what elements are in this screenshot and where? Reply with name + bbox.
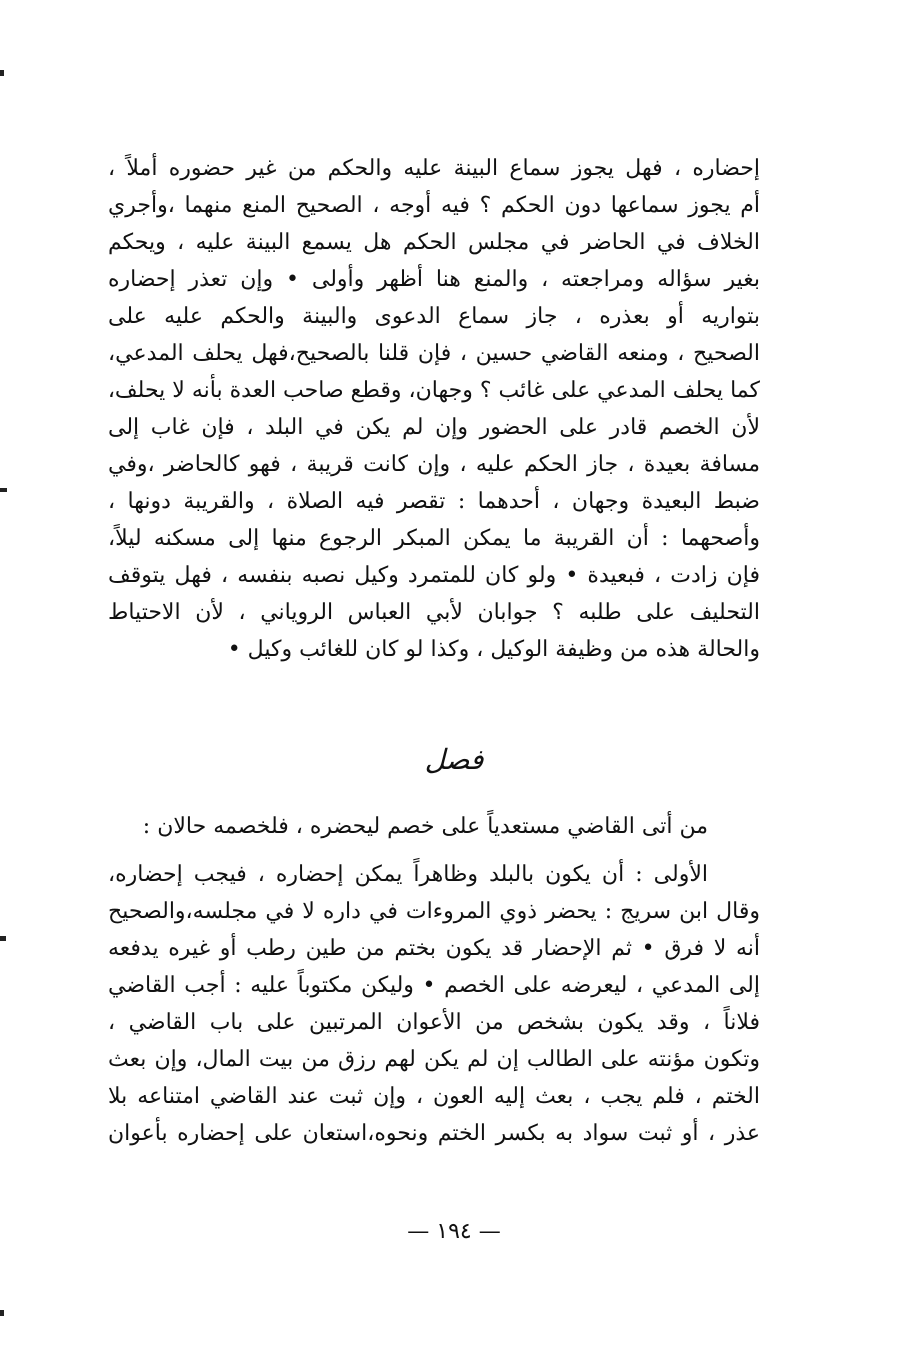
text-line: وتكون مؤنته على الطالب إن لم يكن لهم رزق من بيت المال، وإن بعث bbox=[108, 1047, 760, 1072]
scan-mark bbox=[0, 70, 4, 76]
text-line: فإن زادت ، فبعيدة • ولو كان للمتمرد وكيل نصبه بنفسه ، فهل يتوقف bbox=[108, 563, 760, 588]
text-line: إلى المدعي ، ليعرضه على الخصم • وليكن مكتوباً عليه : أجب القاضي bbox=[108, 973, 760, 998]
paragraph-3 bbox=[108, 856, 760, 1152]
text-line: الصحيح ، ومنعه القاضي حسين ، فإن قلنا بالصحيح،فهل يحلف المدعي، bbox=[108, 341, 760, 366]
text-line: التحليف على طلبه ؟ جوابان لأبي العباس الروياني ، لأن الاحتياط bbox=[108, 600, 760, 625]
page-number: — ١٩٤ — bbox=[407, 1219, 501, 1244]
text-line: عذر ، أو ثبت سواد به بكسر الختم ونحوه،استعان على إحضاره بأعوان bbox=[108, 1121, 760, 1146]
text-line: كما يحلف المدعي على غائب ؟ وجهان، وقطع صاحب العدة بأنه لا يحلف، bbox=[108, 378, 760, 403]
scan-mark bbox=[0, 1310, 4, 1316]
scan-mark bbox=[0, 488, 7, 492]
text-line: أنه لا فرق • ثم الإحضار قد يكون بختم من طين رطب أو غيره يدفعه bbox=[108, 936, 760, 961]
text-line: أم يجوز سماعها دون الحكم ؟ فيه أوجه ، الصحيح المنع منهما ،وأجري bbox=[108, 193, 760, 218]
paragraph-1 bbox=[108, 150, 760, 668]
text-line: فلاناً ، وقد يكون بشخص من الأعوان المرتبين على باب القاضي ، bbox=[108, 1010, 760, 1035]
text-line: إحضاره ، فهل يجوز سماع البينة عليه والحكم من غير حضوره أملاً ، bbox=[108, 156, 760, 181]
text-line: وأصحهما : أن القريبة ما يمكن المبكر الرجوع منها إلى مسكنه ليلاً، bbox=[108, 526, 760, 551]
text-line: الخلاف في الحاضر في مجلس الحكم هل يسمع البينة عليه ، ويحكم bbox=[108, 230, 760, 255]
text-line: مسافة بعيدة ، جاز الحكم عليه ، وإن كانت قريبة ، فهو كالحاضر ،وفي bbox=[108, 452, 760, 477]
text-line: الختم ، فلم يجب ، بعث إليه العون ، وإن ثبت عند القاضي امتناعه بلا bbox=[108, 1084, 760, 1109]
paragraph-2 bbox=[108, 808, 760, 845]
text-line: ضبط البعيدة وجهان ، أحدهما : تقصر فيه الصلاة ، والقريبة دونها ، bbox=[108, 489, 760, 514]
scan-mark bbox=[0, 936, 6, 941]
text-line: من أتى القاضي مستعدياً على خصم ليحضره ، فلخصمه حالان : bbox=[142, 814, 708, 839]
text-line: لأن الخصم قادر على الحضور وإن لم يكن في البلد ، فإن غاب إلى bbox=[108, 415, 760, 440]
text-line: وقال ابن سريج : يحضر ذوي المروءات في داره لا في مجلسه،والصحيح bbox=[108, 899, 760, 924]
text-line: الأولى : أن يكون بالبلد وظاهراً يمكن إحضاره ، فيجب إحضاره، bbox=[108, 862, 708, 887]
text-line: والحالة هذه من وظيفة الوكيل ، وكذا لو كان للغائب وكيل • bbox=[227, 637, 760, 662]
section-heading: فصل bbox=[424, 743, 484, 776]
text-line: بغير سؤاله ومراجعته ، والمنع هنا أظهر وأولى • وإن تعذر إحضاره bbox=[108, 267, 760, 292]
text-line: بتواريه أو بعذره ، جاز سماع الدعوى والبينة والحكم عليه على bbox=[108, 304, 760, 329]
